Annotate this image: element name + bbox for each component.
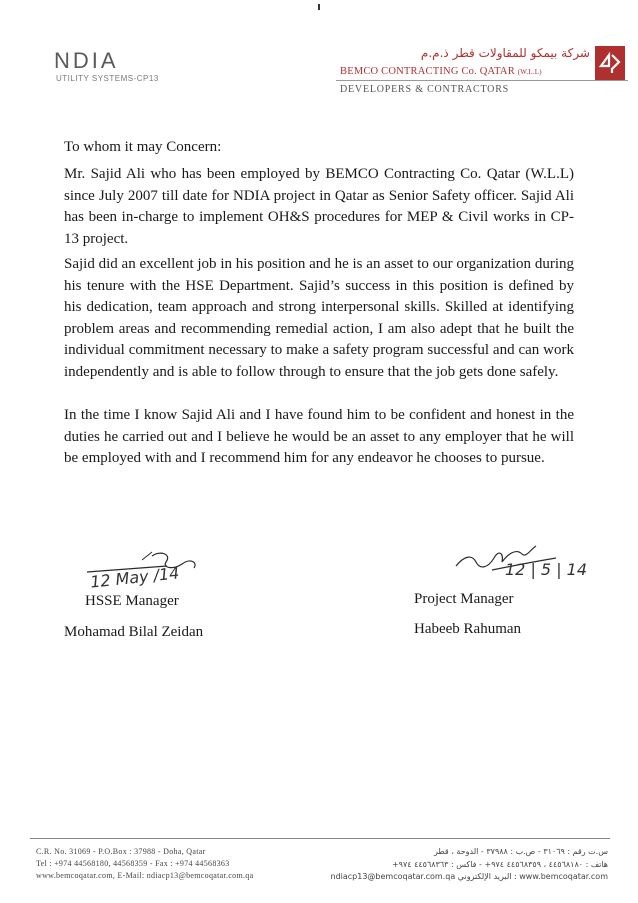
hsse-manager-name: Mohamad Bilal Zeidan [64, 624, 204, 640]
project-manager-name: Habeeb Rahuman [414, 621, 522, 637]
bemco-logo-icon [595, 46, 625, 80]
footer-address: C.R. No. 31069 - P.O.Box : 37988 - Doha, Qatar [36, 847, 206, 856]
footer-web-arabic: www.bemcoqatar.com : البريد الإلكتروني ndiacp13@bemcoqatar.com.qa [330, 872, 608, 881]
footer-divider [30, 838, 610, 839]
company-name-arabic: شركة بيمكو للمقاولات قطر ذ.م.م [420, 46, 590, 60]
hsse-manager-title: HSSE Manager [85, 593, 179, 609]
company-name [340, 66, 542, 77]
ndia-subtitle: UTILITY SYSTEMS-CP13 [56, 74, 159, 83]
paragraph-performance: Sajid did an excellent job in his position and he is an asset to our organization during his tenure with the HSE Department. Sajid’s success in this position is defined by his dedication, team approach and strong interpersonal skills. Skilled at identifying problem areas and recommending remedial action, I am also adept that he built the individual commitment necessary to make a safety program successful and can work independently and is able to follow through to ensure that the job gets done safely. [64, 256, 574, 380]
company-name-text: BEMCO CONTRACTING Co. QATAR [340, 66, 515, 77]
footer-address-arabic: س.ت رقم : ٣١٠٦٩ - ص.ب : ٣٧٩٨٨ - الدوحة ، قطر [433, 847, 608, 856]
project-manager-title: Project Manager [414, 591, 514, 607]
header-divider [336, 80, 628, 81]
handwritten-date-left: 12 May /14 [89, 563, 181, 592]
handwritten-date-right: 12 | 5 | 14 [505, 560, 588, 579]
footer-phone: Tel : +974 44568180, 44568359 - Fax : +974 44568363 [36, 859, 230, 868]
footer-web: www.bemcoqatar.com, E-Mail: ndiacp13@bemcoqatar.com.qa [36, 871, 254, 880]
company-tagline: DEVELOPERS & CONTRACTORS [340, 84, 510, 95]
company-suffix: (W.L.L) [517, 68, 542, 76]
paragraph-recommendation: In the time I know Sajid Ali and I have found him to be confident and honest in the duties he carried out and I believe he would be an asset to any employer that he will be employed with and I recommend him for any endeavor he chooses to pursue. [64, 407, 574, 466]
salutation: To whom it may Concern: [64, 139, 222, 155]
footer-phone-arabic: هاتف : ٤٤٥٦٨١٨٠ ، ٤٤٥٦٨٣٥٩ ٩٧٤+ - فاكس : ٤٤٥٦٨٣٦٣ ٩٧٤+ [391, 860, 608, 869]
ndia-logo: NDIA [54, 48, 119, 73]
paragraph-employment: Mr. Sajid Ali who has been employed by BEMCO Contracting Co. Qatar (W.L.L) since July 2007 till date for NDIA project in Qatar as Senior Safety officer. Sajid Ali has been in-charge to implement OH&S procedures for MEP & Civil works in CP-13 project. [64, 166, 574, 247]
scan-mark [318, 4, 320, 10]
